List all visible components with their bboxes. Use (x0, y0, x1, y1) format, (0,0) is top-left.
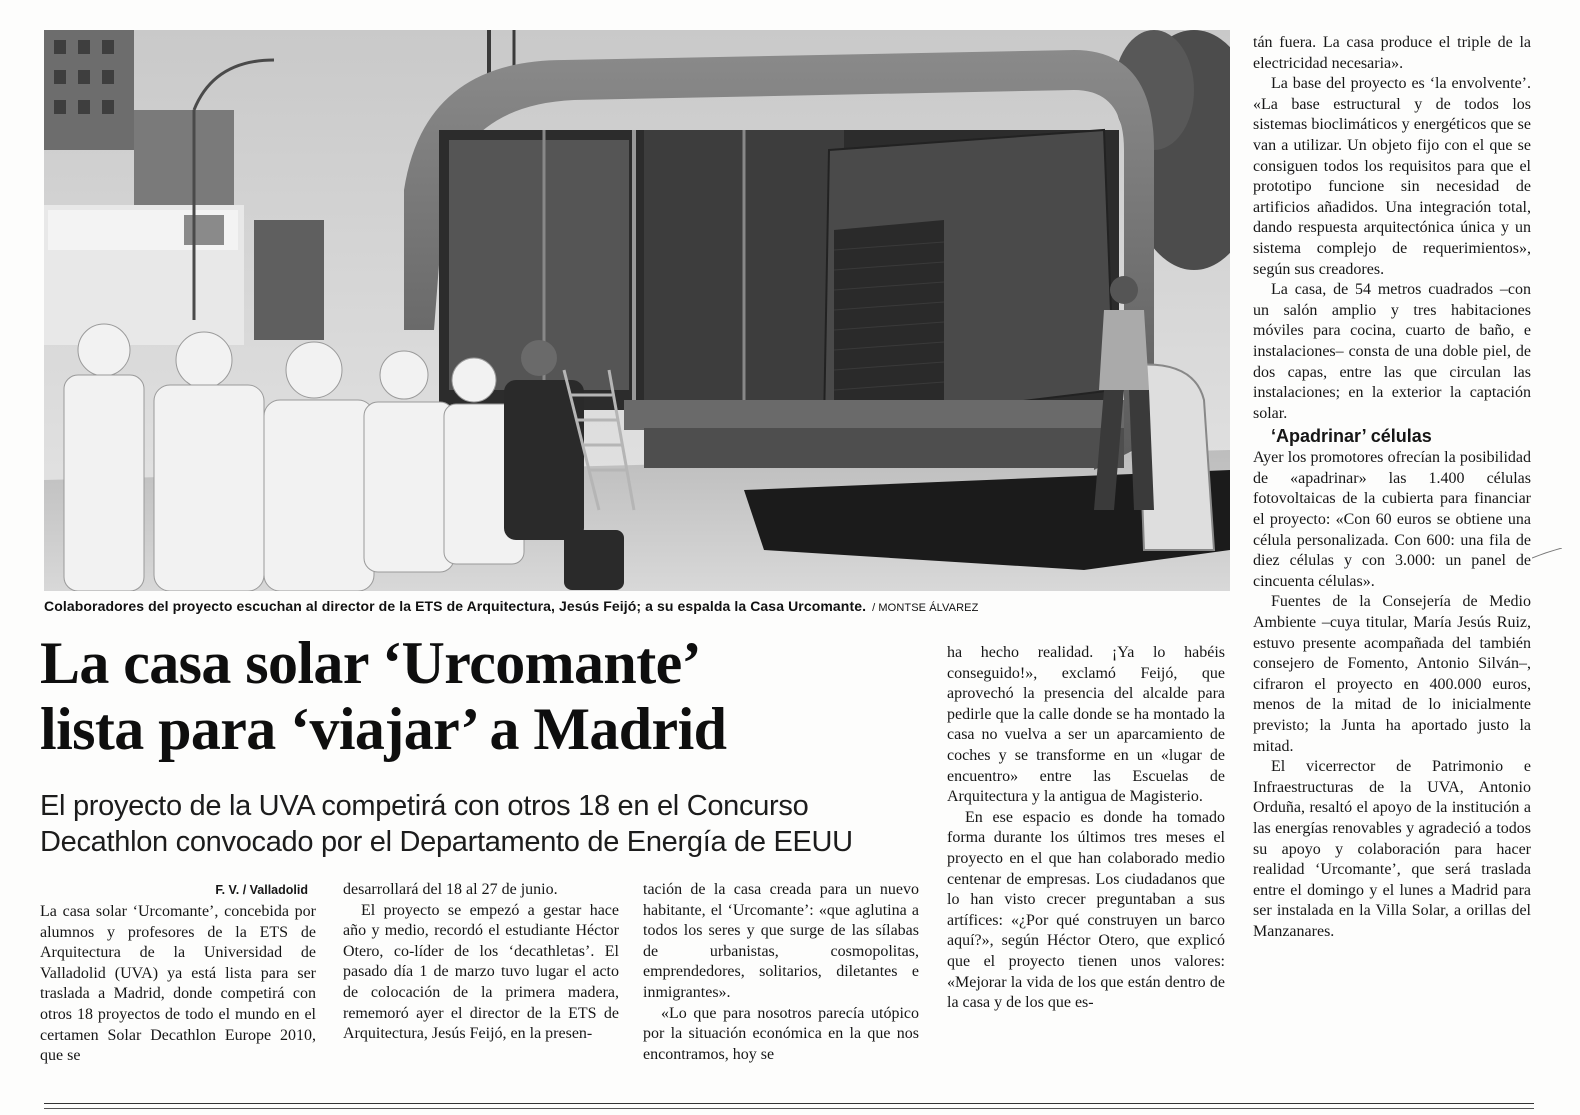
article-column-4 (947, 643, 1225, 1014)
bottom-rule-thin (44, 1108, 1534, 1109)
photo-caption (44, 598, 1184, 614)
headline-line-2: lista para ‘viajar’ a Madrid (40, 696, 727, 762)
bottom-rule (44, 1103, 1534, 1104)
paragraph: ha hecho realidad. ¡Ya lo habéis conseguido!», exclamó Feijó, que aprovechó la presencia del alcalde para pedirle que la calle donde se ha montado la casa no vuelva a ser un aparcamiento de coches y se transforme en un «lugar de encuentro» entre las Escuelas de Arquitectura y la antigua de Magisterio. (947, 644, 1225, 806)
caption-text: Colaboradores del proyecto escuchan al director de la ETS de Arquitectura, Jesús Feijó; a su espalda la Casa Urcomante. (44, 598, 867, 614)
paragraph: tán fuera. La casa produce el triple de la electricidad necesaria». (1253, 34, 1531, 72)
article-column-5 (1253, 33, 1531, 943)
paragraph: Ayer los promotores ofrecían la posibilidad de «apadrinar» las 1.400 células fotovoltaicas de la cubierta para financiar el proyecto: «Con 60 euros se obtiene una célula personalizada. Con 600: una fila de diez células y con 3.000: un panel de cincuenta células». (1253, 449, 1531, 590)
subheadline-line-1: El proyecto de la UVA competirá con otros 18 en el Concurso (40, 790, 809, 822)
paragraph: El proyecto se empezó a gestar hace año y medio, recordó el estudiante Héctor Otero, co-líder de los ‘decathletas’. El pasado día 1 de marzo tuvo lugar el acto de colocación de la primera madera, rememoró ayer el director de la ETS de Arquitectura, Jesús Feijó, en la presen- (343, 901, 619, 1043)
headline (40, 630, 940, 762)
photo-illustration (44, 30, 1230, 591)
article-column-1 (40, 880, 316, 1067)
paragraph: En ese espacio es donde ha tomado forma durante los últimos tres meses el proyecto en el que han colaborado medio centenar de empresas. Los ciudadanos que lo han visto crecer preguntaban a sus artífices: «¿Por qué construyen un barco aquí?», según Héctor Otero, que explicó que el proyecto tienen unos valores: «Mejorar la vida de los que están dentro de la casa y de los que es- (947, 808, 1225, 1012)
article-column-2 (343, 880, 619, 1045)
headline-line-1: La casa solar ‘Urcomante’ (40, 630, 701, 696)
paragraph: La casa, de 54 metros cuadrados –con un salón amplio y tres habitaciones móviles para cocina, cuarto de baño, e instalaciones– consta de una doble piel, de dos capas, entre las que circulan las instalaciones; en la exterior la captación solar. (1253, 281, 1531, 422)
paragraph: La casa solar ‘Urcomante’, concebida por alumnos y profesores de la ETS de Arquitectura de la Universidad de Valladolid (UVA) ya está lista para ser traslada a Madrid, donde competirá con otros 18 proyectos de todo el mundo en el certamen Solar Decathlon Europe 2010, que se (40, 903, 316, 1065)
subheadline (40, 788, 940, 860)
paragraph: tación de la casa creada para un nuevo habitante, el ‘Urcomante’: «que aglutina a todos los seres y que surge de las sílabas de urbanistas, cosmopolitas, emprendedores, solitarios, diletantes e inmigrantes». (643, 881, 919, 1001)
news-photo (44, 30, 1230, 591)
section-subtitle: ‘Apadrinar’ células (1271, 426, 1432, 447)
pencil-mark (1532, 548, 1562, 560)
byline: F. V. / Valladolid (215, 883, 308, 897)
paragraph: desarrollará del 18 al 27 de junio. (343, 881, 558, 898)
article-column-3 (643, 880, 919, 1065)
paragraph: La base del proyecto es ‘la envolvente’. «La base estructural y de todos los sistemas bioclimáticos y energéticos que se van a utilizar. Un objeto fijo con el que se consiguen todos los requisitos para que el prototipo funcione sin necesidad de artificios añadidos. Una integración total, dando respuesta arquitectónica única y un sistema complejo de requerimientos», según sus creadores. (1253, 75, 1531, 278)
paragraph: Fuentes de la Consejería de Medio Ambiente –cuya titular, María Jesús Ruiz, estuvo presente acompañada del también consejero de Fomento, Antonio Silván–, cifraron el proyecto en 400.000 euros, menos de la mitad de lo inicialmente previsto; la Junta ha aportado justo la mitad. (1253, 593, 1531, 755)
subheadline-line-2: Decathlon convocado por el Departamento de Energía de EEUU (40, 826, 853, 858)
photo-credit: / MONTSE ÁLVAREZ (872, 602, 979, 614)
paragraph: El vicerrector de Patrimonio e Infraestructuras de la UVA, Antonio Orduña, resaltó el apoyo de la institución a las energías renovables y agradeció a todos su apoyo y colaboración para hacer realidad ‘Urcomante’, que será traslada entre el domingo y el lunes a Madrid para ser instalada en la Villa Solar, a orillas del Manzanares. (1253, 758, 1531, 940)
paragraph: «Lo que para nosotros parecía utópico por la situación económica en la que nos encontramos, hoy se (643, 1004, 919, 1063)
